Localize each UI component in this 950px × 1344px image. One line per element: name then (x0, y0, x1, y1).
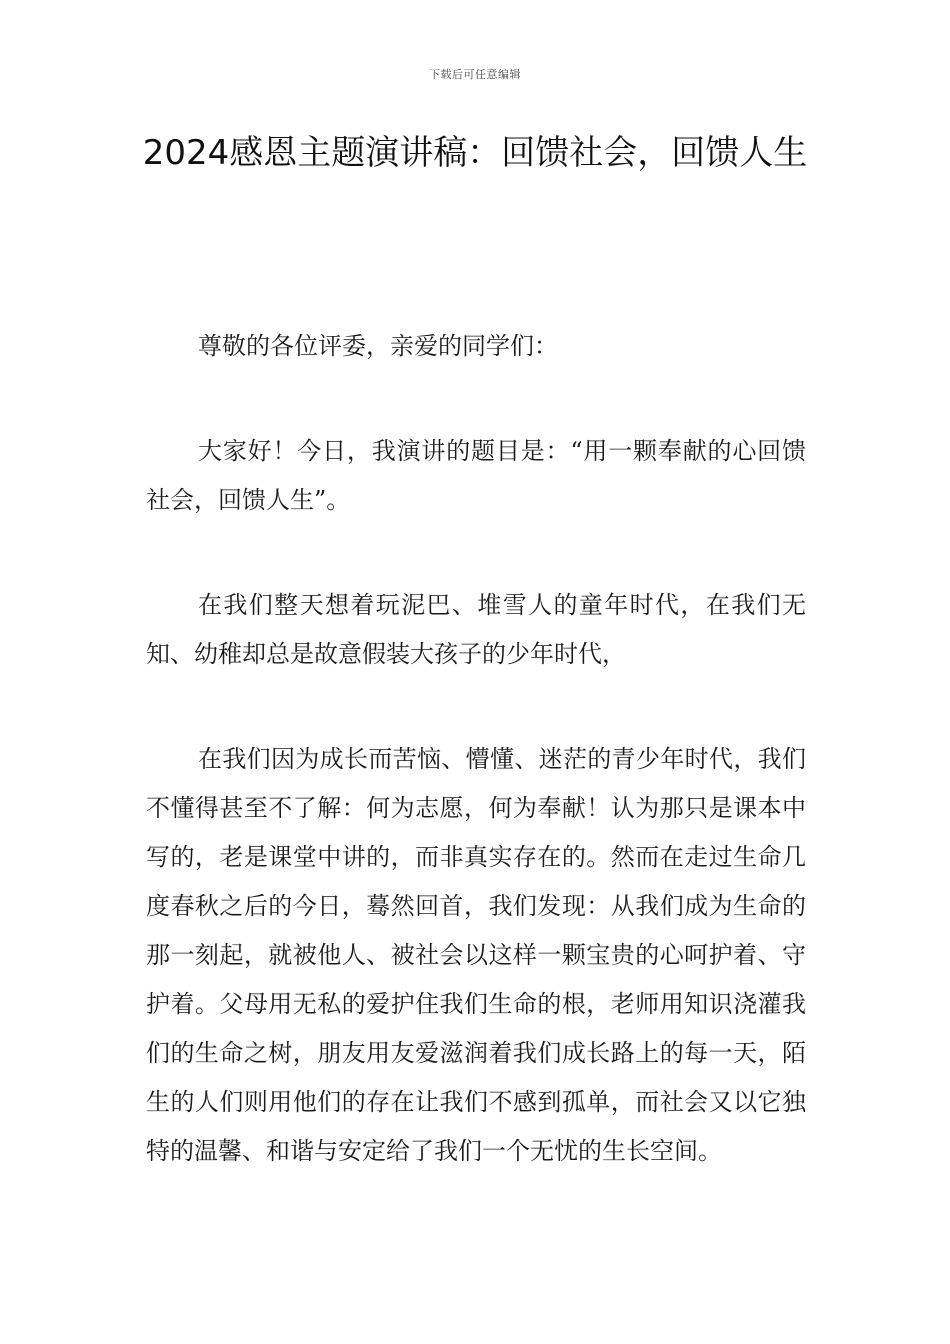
paragraph-youth: 在我们因为成长而苦恼、懵懂、迷茫的青少年时代，我们不懂得甚至不了解：何为志愿，何为奉献！认为那只是课本中写的，老是课堂中讲的，而非真实存在的。然而在走过生命几度春秋之后的今日，蓦然回首，我们发现：从我们成为生命的那一刻起，就被他人、被社会以这样一颗宝贵的心呵护着、守护着。父母用无私的爱护住我们生命的根，老师用知识浇灌我们的生命之树，朋友用友爱滋润着我们成长路上的每一天，陌生的人们则用他们的存在让我们不感到孤单，而社会又以它独特的温馨、和谐与安定给了我们一个无忧的生长空间。 (146, 745, 806, 1165)
header-note: 下载后可任意编辑 (429, 68, 521, 81)
paragraph-childhood: 在我们整天想着玩泥巴、堆雪人的童年时代，在我们无知、幼稚却总是故意假装大孩子的少年时代， (146, 591, 806, 668)
paragraph-intro: 大家好！今日，我演讲的题目是：“用一颗奉献的心回馈社会，回馈人生”。 (146, 437, 806, 514)
document-title: 2024感恩主题演讲稿：回馈社会，回馈人生 (142, 133, 808, 173)
document-body (146, 322, 806, 1176)
paragraph-salutation: 尊敬的各位评委，亲爱的同学们： (198, 332, 558, 360)
